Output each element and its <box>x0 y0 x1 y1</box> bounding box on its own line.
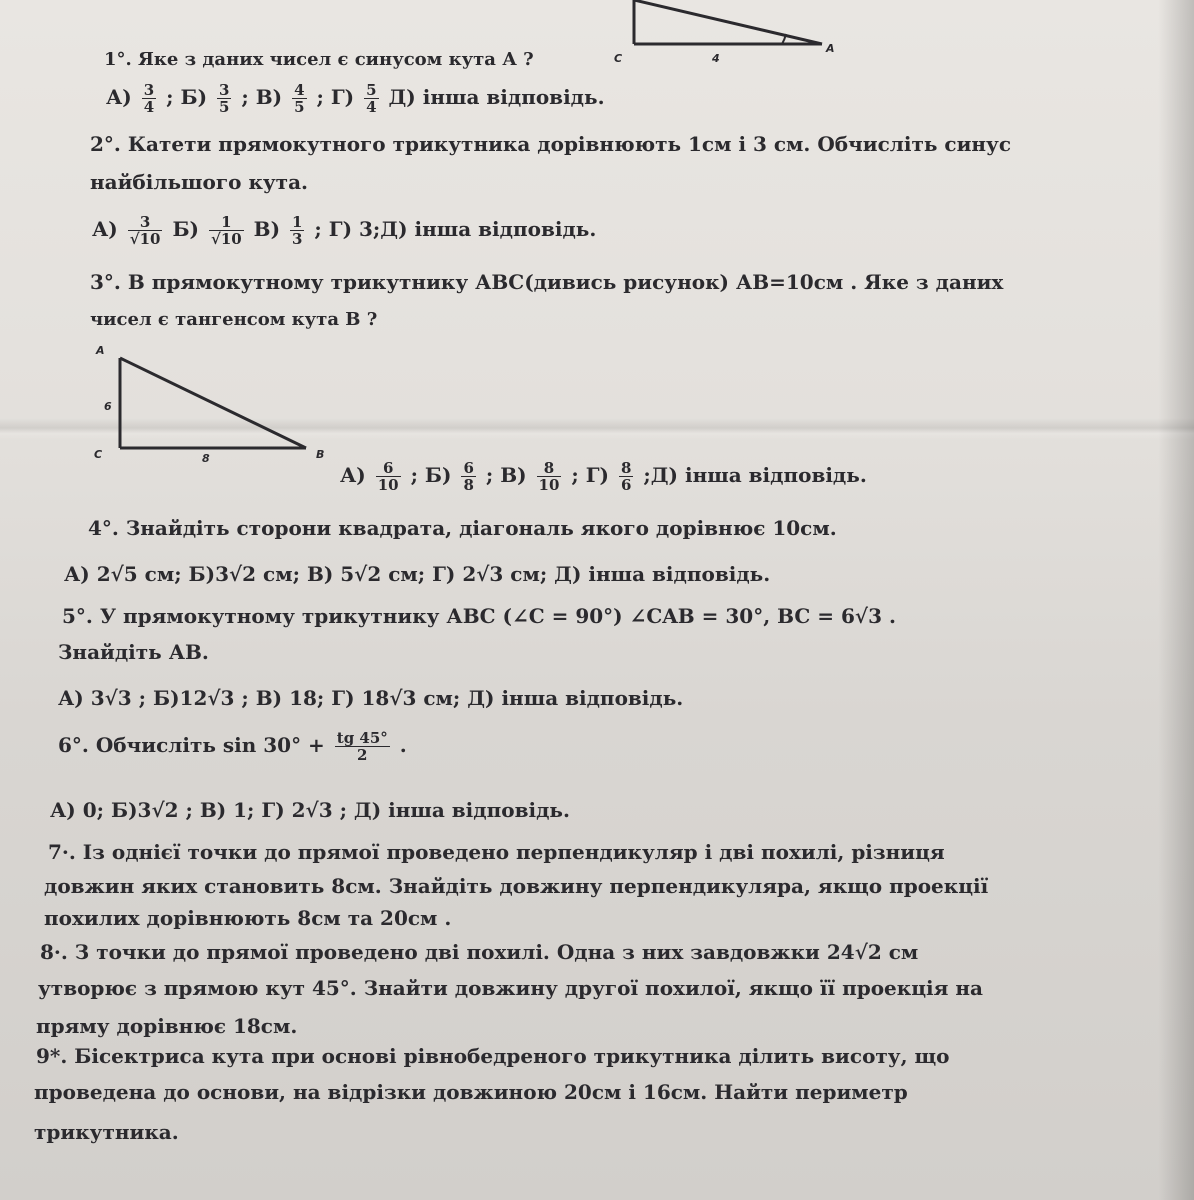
q2-question-line1: 2°. Катети прямокутного трикутника дорівнюють 1см і 3 см. Обчисліть синус <box>90 132 1012 156</box>
q3-frac-a: $\frac{6}{10}$ <box>377 459 399 494</box>
q1-frac-g: $\frac{5}{4}$ <box>366 81 377 116</box>
q6-frac: $\frac{tg 45^\circ}{2}$ <box>336 729 388 764</box>
q6-answers: А) 0; Б)3√2 ; В) 1; Г) 2√3 ; Д) інша відповідь. <box>50 798 570 822</box>
q1-opt-g: ; Г) <box>316 85 355 109</box>
q1-opt-d: Д) інша відповідь. <box>388 85 605 109</box>
q2-opt-a: А) <box>92 217 118 241</box>
fig3-vertex-b: B <box>316 448 325 461</box>
q7-line3: похилих дорівнюють 8см та 20см . <box>44 906 452 930</box>
q2-answers <box>92 214 596 247</box>
triangle-figure-q1 <box>600 0 860 72</box>
q1-answers <box>106 82 605 115</box>
q6-question <box>58 730 407 763</box>
q8-line2: утворює з прямою кут 45°. Знайти довжину другої похилої, якщо її проекція на <box>38 976 983 1000</box>
q2-question-line2: найбільшого кута. <box>90 170 308 194</box>
q3-question-line1: 3°. В прямокутному трикутнику АВС(дивись рисунок) АВ=10см . Яке з даних <box>90 270 1004 294</box>
q3-opt-v: ; В) <box>485 463 527 487</box>
fig3-vertex-c: C <box>94 448 103 461</box>
q3-opt-a: А) <box>340 463 366 487</box>
q6-tail: . <box>399 733 407 757</box>
q9-line3: трикутника. <box>34 1120 179 1144</box>
q7-line2: довжин яких становить 8см. Знайдіть довжину перпендикуляра, якщо проекції <box>44 874 989 898</box>
paper-edge-shadow <box>1158 0 1194 1200</box>
q8-line1: 8·. З точки до прямої проведено дві похилі. Одна з них завдовжки 24√2 см <box>40 940 919 964</box>
fig1-vertex-a: A <box>826 42 835 55</box>
q3-opt-b: ; Б) <box>410 463 452 487</box>
q7-line1: 7·. Із однієї точки до прямої проведено перпендикуляр і дві похилі, різниця <box>48 840 945 864</box>
q9-line1: 9*. Бісектриса кута при основі рівнобедреного трикутника ділить висоту, що <box>36 1044 950 1068</box>
q3-frac-g: $\frac{8}{6}$ <box>620 459 632 494</box>
q5-answers: А) 3√3 ; Б)12√3 ; В) 18; Г) 18√3 см; Д) інша відповідь. <box>58 686 684 710</box>
q4-question: 4°. Знайдіть сторони квадрата, діагональ якого дорівнює 10см. <box>88 516 837 540</box>
q2-frac-v: $\frac{1}{3}$ <box>292 213 303 248</box>
q5-question-line1: 5°. У прямокутному трикутнику АВС (∠C = 90°) ∠CAB = 30°, BC = 6√3 . <box>62 604 896 628</box>
q3-answers <box>340 460 867 493</box>
q3-frac-v: $\frac{8}{10}$ <box>538 459 560 494</box>
q3-opt-d: ;Д) інша відповідь. <box>643 463 867 487</box>
fig3-side-cb: 8 <box>202 452 210 465</box>
triangle-figure-q3 <box>88 338 348 468</box>
q8-line3: пряму дорівнює 18см. <box>36 1014 298 1038</box>
fig1-leg-length: 4 <box>712 52 720 65</box>
q4-answers: А) 2√5 см; Б)3√2 см; В) 5√2 см; Г) 2√3 см; Д) інша відповідь. <box>64 562 771 586</box>
q1-opt-v: ; В) <box>241 85 283 109</box>
fig3-vertex-a: A <box>96 344 105 357</box>
fig3-side-ac: 6 <box>104 400 112 413</box>
q1-frac-a: $\frac{3}{4}$ <box>143 81 155 116</box>
q2-opt-v: В) <box>253 217 281 241</box>
q1-frac-v: $\frac{4}{5}$ <box>294 81 305 116</box>
q1-question: 1°. Яке з даних чисел є синусом кута А ? <box>104 49 534 70</box>
q3-opt-g: ; Г) <box>571 463 610 487</box>
q9-line2: проведена до основи, на відрізки довжиною 20см і 16см. Найти периметр <box>34 1080 908 1104</box>
q3-question-line2: чисел є тангенсом кута В ? <box>90 309 378 330</box>
q1-frac-b: $\frac{3}{5}$ <box>219 81 230 116</box>
q1-opt-a: А) <box>106 85 132 109</box>
fig1-vertex-c: C <box>614 52 623 65</box>
q2-rest: ; Г) 3;Д) інша відповідь. <box>314 217 597 241</box>
q1-opt-b: ; Б) <box>166 85 208 109</box>
q5-question-line2: Знайдіть АВ. <box>58 640 209 664</box>
q2-frac-a: $\frac{3}{√10}$ <box>129 213 161 248</box>
q2-opt-b: Б) <box>172 217 199 241</box>
q3-frac-b: $\frac{6}{8}$ <box>463 459 474 494</box>
q6-text: 6°. Обчисліть sin 30° + <box>58 733 325 757</box>
q2-frac-b: $\frac{1}{√10}$ <box>210 213 242 248</box>
